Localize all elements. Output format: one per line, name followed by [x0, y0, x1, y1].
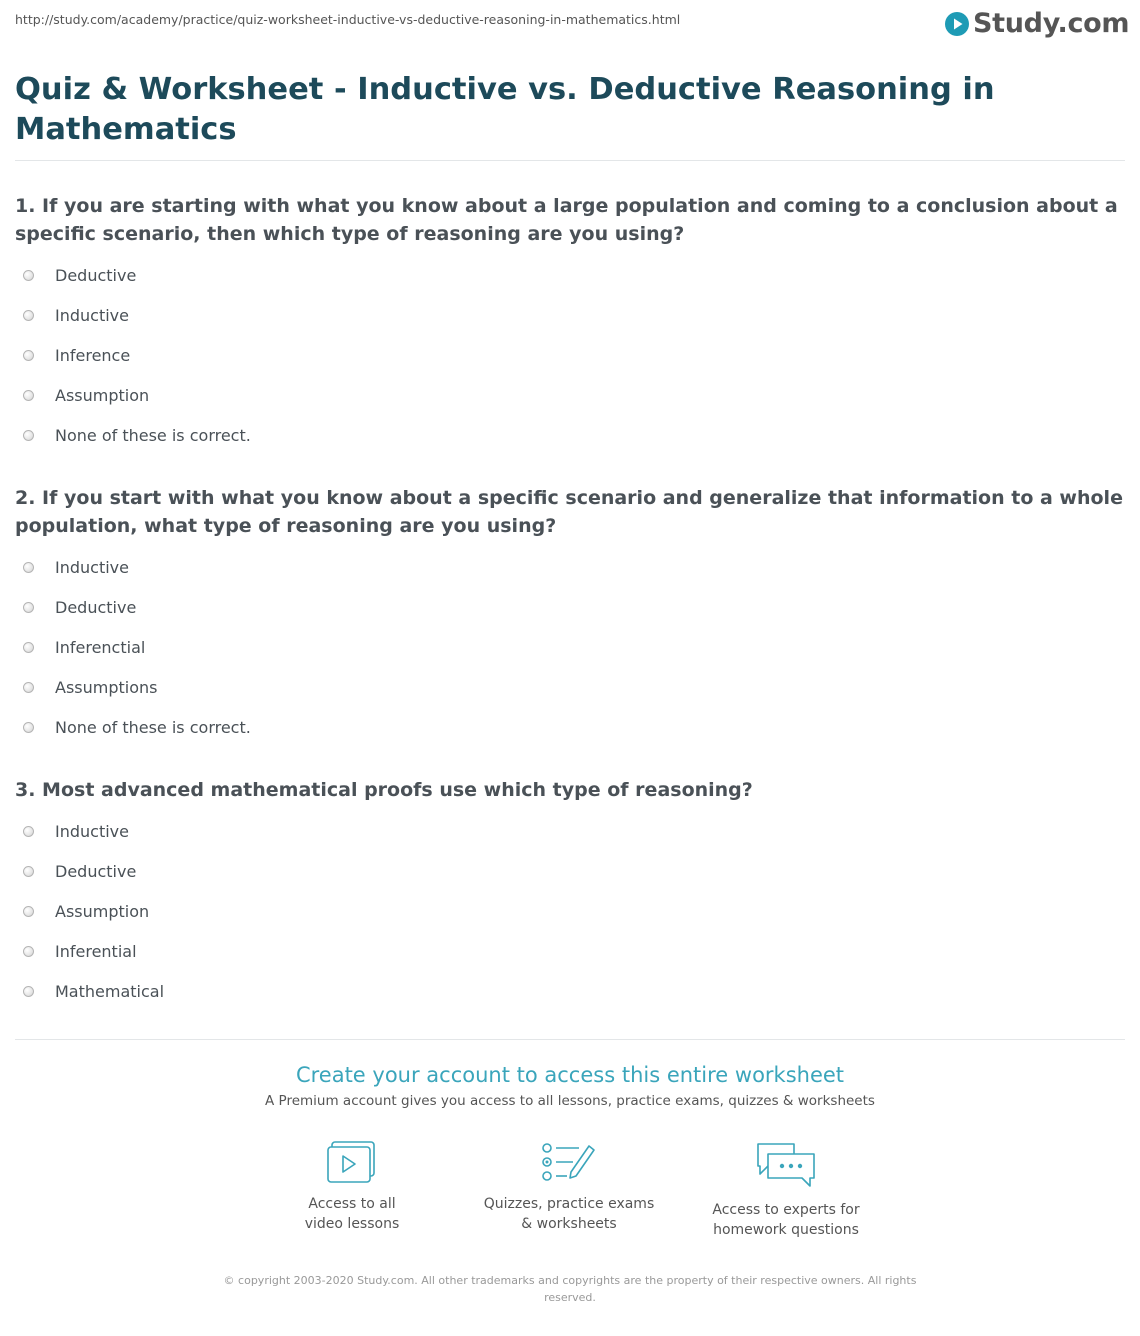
- cta-subtitle: A Premium account gives you access to all lessons, practice exams, quizzes & worksheets: [265, 1093, 875, 1109]
- feature-line-1: Access to experts for: [712, 1202, 860, 1218]
- choice-label: Inductive: [55, 305, 129, 325]
- answer-choice[interactable]: [15, 667, 1125, 707]
- radio-button[interactable]: [23, 562, 34, 573]
- radio-button[interactable]: [23, 986, 34, 997]
- page-url: http://study.com/academy/practice/quiz-worksheet-inductive-vs-deductive-reasoning-in-mathematics.html: [15, 12, 681, 27]
- choice-label: Inductive: [55, 557, 129, 577]
- signup-cta: [0, 1060, 1140, 1112]
- choice-label: Assumption: [55, 901, 150, 921]
- create-account-link[interactable]: Create your account to access this entire worksheet: [295, 1063, 845, 1087]
- answer-choices: [15, 811, 1125, 1011]
- radio-button[interactable]: [23, 602, 34, 613]
- answer-choice[interactable]: [15, 547, 1125, 587]
- feature-quizzes: [469, 1140, 669, 1234]
- question-3: [15, 776, 1125, 1011]
- choice-label: Deductive: [55, 265, 137, 285]
- choice-label: None of these is correct.: [55, 717, 251, 737]
- logo-text: Study.com: [973, 8, 1130, 39]
- question-text: 2. If you start with what you know about a specific scenario and generalize that information to a whole population, what type of reasoning are you using?: [15, 487, 1123, 537]
- copyright-line-2: reserved.: [544, 1291, 596, 1304]
- radio-button[interactable]: [23, 826, 34, 837]
- feature-line-1: Access to all: [308, 1196, 396, 1212]
- answer-choice[interactable]: [15, 971, 1125, 1011]
- answer-choice[interactable]: [15, 587, 1125, 627]
- answer-choice[interactable]: [15, 295, 1125, 335]
- choice-label: Inferenctial: [55, 637, 146, 657]
- answer-choice[interactable]: [15, 891, 1125, 931]
- video-lesson-icon: [326, 1140, 378, 1184]
- choice-label: Assumptions: [55, 677, 158, 697]
- question-2: [15, 484, 1125, 747]
- copyright-footer: [210, 1272, 930, 1306]
- study-com-logo[interactable]: [944, 8, 1129, 39]
- play-circle-icon: [944, 11, 970, 37]
- feature-experts: [686, 1140, 886, 1240]
- radio-button[interactable]: [23, 906, 34, 917]
- answer-choice[interactable]: [15, 255, 1125, 295]
- title-divider: [15, 160, 1125, 161]
- choice-label: Deductive: [55, 597, 137, 617]
- radio-button[interactable]: [23, 946, 34, 957]
- choice-label: Assumption: [55, 385, 150, 405]
- answer-choice[interactable]: [15, 415, 1125, 455]
- question-text: 3. Most advanced mathematical proofs use which type of reasoning?: [15, 779, 753, 801]
- answer-choice[interactable]: [15, 811, 1125, 851]
- radio-button[interactable]: [23, 350, 34, 361]
- answer-choice[interactable]: [15, 707, 1125, 747]
- page-title: Quiz & Worksheet - Inductive vs. Deductive Reasoning in Mathematics: [15, 72, 995, 147]
- checklist-icon: [541, 1140, 597, 1184]
- feature-line-2: homework questions: [713, 1222, 859, 1238]
- section-divider: [15, 1039, 1125, 1040]
- feature-line-1: Quizzes, practice exams: [483, 1196, 655, 1212]
- question-text: 1. If you are starting with what you know about a large population and coming to a conclusion about a specific scenario, then which type of reasoning are you using?: [15, 195, 1118, 245]
- radio-button[interactable]: [23, 270, 34, 281]
- answer-choice[interactable]: [15, 627, 1125, 667]
- choice-label: None of these is correct.: [55, 425, 251, 445]
- choice-label: Mathematical: [55, 981, 165, 1001]
- answer-choice[interactable]: [15, 931, 1125, 971]
- answer-choice[interactable]: [15, 335, 1125, 375]
- copyright-line-1: © copyright 2003-2020 Study.com. All other trademarks and copyrights are the property of their respective owners. All rights: [223, 1274, 917, 1287]
- answer-choice[interactable]: [15, 851, 1125, 891]
- feature-line-2: & worksheets: [521, 1216, 617, 1232]
- radio-button[interactable]: [23, 866, 34, 877]
- radio-button[interactable]: [23, 722, 34, 733]
- radio-button[interactable]: [23, 430, 34, 441]
- radio-button[interactable]: [23, 390, 34, 401]
- radio-button[interactable]: [23, 642, 34, 653]
- answer-choices: [15, 547, 1125, 747]
- radio-button[interactable]: [23, 682, 34, 693]
- chat-bubbles-icon: [754, 1140, 818, 1190]
- feature-line-2: video lessons: [304, 1216, 400, 1232]
- question-1: [15, 192, 1125, 455]
- radio-button[interactable]: [23, 310, 34, 321]
- choice-label: Inferential: [55, 941, 137, 961]
- choice-label: Inference: [55, 345, 131, 365]
- feature-video-lessons: [252, 1140, 452, 1234]
- answer-choice[interactable]: [15, 375, 1125, 415]
- answer-choices: [15, 255, 1125, 455]
- choice-label: Deductive: [55, 861, 137, 881]
- choice-label: Inductive: [55, 821, 129, 841]
